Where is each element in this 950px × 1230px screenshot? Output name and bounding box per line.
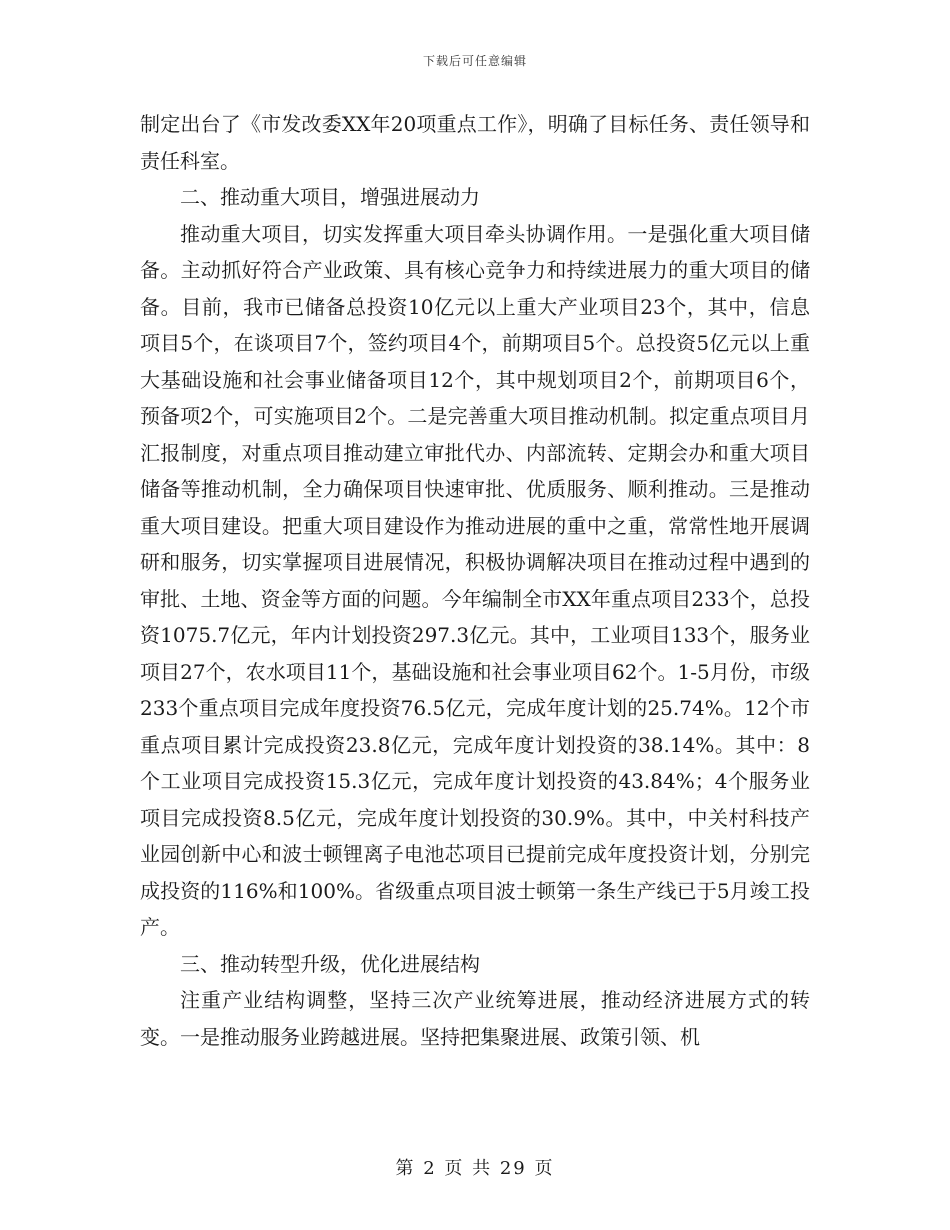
section-heading-2: 二、推动重大项目，增强进展动力 bbox=[180, 185, 480, 209]
page-number-footer: 第 2 页 共 29 页 bbox=[395, 1158, 555, 1179]
paragraph-continuation: 制定出台了《市发改委XX年20项重点工作》，明确了目标任务、责任领导和责任科室。 bbox=[140, 112, 810, 173]
page-header: 下载后可任意编辑 bbox=[422, 54, 527, 68]
paragraph-structure: 注重产业结构调整，坚持三次产业统筹进展，推动经济进展方式的转变。一是推动服务业跨越进展。坚持把集聚进展、政策引领、机 bbox=[140, 988, 810, 1049]
section-heading-3: 三、推动转型升级，优化进展结构 bbox=[180, 951, 480, 976]
document-body bbox=[140, 106, 810, 1055]
paragraph-major-projects: 推动重大项目，切实发挥重大项目牵头协调作用。一是强化重大项目储备。主动抓好符合产业政策、具有核心竞争力和持续进展力的重大项目的储备。目前，我市已储备总投资10亿元以上重大产业项目23个，其中，信息项目5个，在谈项目7个，签约项目4个，前期项目5个。总投资5亿元以上重大基础设施和社会事业储备项目12个，其中规划项目2个，前期项目6个，预备项2个，可实施项目2个。二是完善重大项目推动机制。拟定重点项目月汇报制度，对重点项目推动建立审批代办、内部流转、定期会办和重大项目储备等推动机制，全力确保项目快速审批、优质服务、顺利推动。三是推动重大项目建设。把重大项目建设作为推动进展的重中之重，常常性地开展调研和服务，切实掌握项目进展情况，积极协调解决项目在推动过程中遇到的审批、土地、资金等方面的问题。今年编制全市XX年重点项目233个，总投资1075.7亿元，年内计划投资297.3亿元。其中，工业项目133个，服务业项目27个，农水项目11个，基础设施和社会事业项目62个。1-5月份，市级233个重点项目完成年度投资76.5亿元，完成年度计划的25.74%。12个市重点项目累计完成投资23.8亿元，完成年度计划投资的38.14%。其中：8个工业项目完成投资15.3亿元，完成年度计划投资的43.84%；4个服务业项目完成投资8.5亿元，完成年度计划投资的30.9%。其中，中关村科技产业园创新中心和波士顿锂离子电池芯项目已提前完成年度投资计划，分别完成投资的116%和100%。省级重点项目波士顿第一条生产线已于5月竣工投产。 bbox=[140, 221, 810, 939]
